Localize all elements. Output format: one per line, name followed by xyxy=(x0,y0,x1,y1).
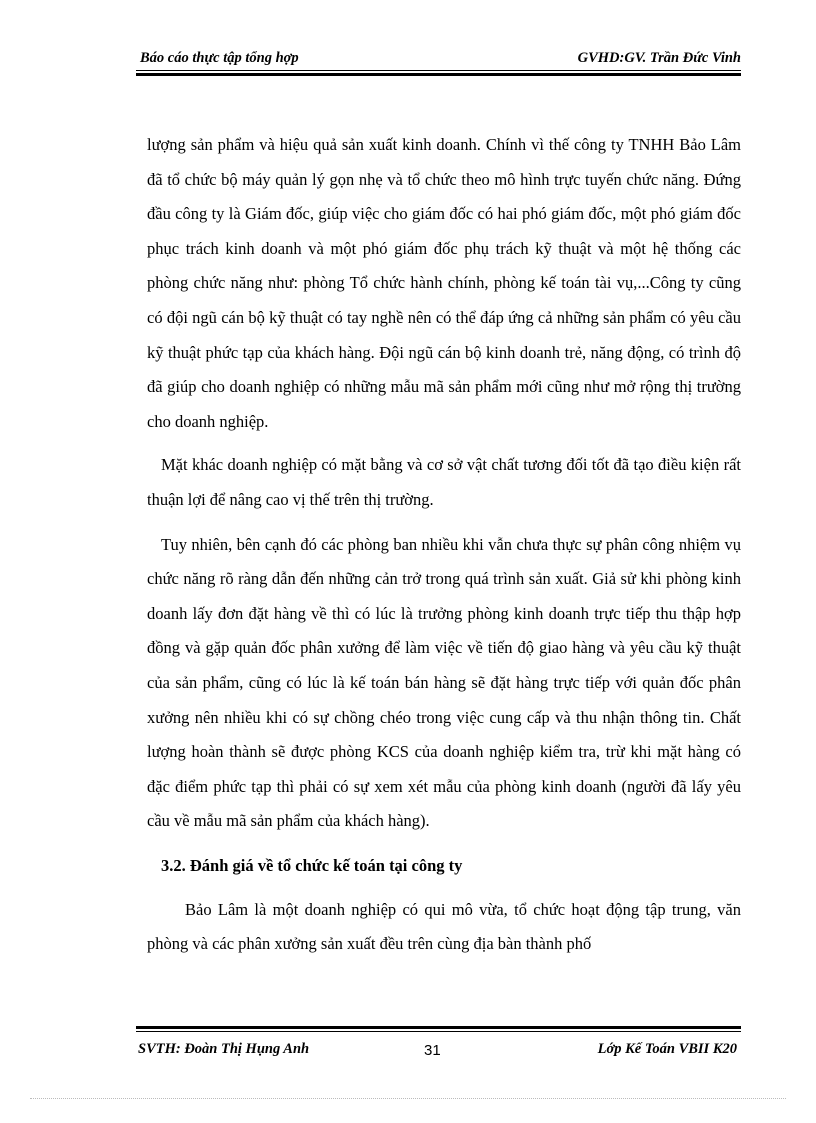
body-paragraph-2: Mặt khác doanh nghiệp có mặt bằng và cơ sở vật chất tương đối tốt đã tạo điều kiện rất thuận lợi để nâng cao vị thế trên thị trường. xyxy=(147,455,741,509)
page-bottom-border xyxy=(30,1098,786,1099)
page-header xyxy=(136,46,741,72)
header-supervisor: GVHD:GV. Trần Đức Vinh xyxy=(577,50,741,66)
footer-class-name: Lớp Kế Toán VBII K20 xyxy=(597,1041,737,1057)
section-heading: 3.2. Đánh giá về tổ chức kế toán tại công ty xyxy=(161,855,463,875)
body-paragraph-1: lượng sản phẩm và hiệu quả sản xuất kinh doanh. Chính vì thế công ty TNHH Bảo Lâm đã tổ chức bộ máy quản lý gọn nhẹ và tổ chức theo mô hình trực tuyến chức năng. Đứng đầu công ty là Giám đốc, giúp việc cho giám đốc có hai phó giám đốc, một phó giám đốc phục trách kinh doanh và một phó giám đốc phụ trách kỹ thuật và một hệ thống các phòng chức năng như: phòng Tổ chức hành chính, phòng kế toán tài vụ,...Công ty cũng có đội ngũ cán bộ kỹ thuật có tay nghề nên có thể đáp ứng cả những sản phẩm có yêu cầu kỹ thuật phức tạp của khách hàng. Đội ngũ cán bộ kinh doanh trẻ, năng động, có trình độ đã giúp cho doanh nghiệp có những mẫu mã sản phẩm mới cũng như mở rộng thị trường cho doanh nghiệp. xyxy=(147,135,741,431)
document-body xyxy=(147,128,741,972)
footer-student-name: SVTH: Đoàn Thị Hụng Anh xyxy=(138,1041,310,1057)
header-rule-thick xyxy=(136,73,741,76)
header-rule-thin xyxy=(136,70,741,71)
page-footer xyxy=(136,1026,741,1066)
header-report-title: Báo cáo thực tập tổng hợp xyxy=(140,50,299,66)
section-paragraph: Bảo Lâm là một doanh nghiệp có qui mô vừa, tổ chức hoạt động tập trung, văn phòng và các phân xưởng sản xuất đều trên cùng địa bàn thành phố xyxy=(147,899,741,954)
footer-rule-thick xyxy=(136,1026,741,1029)
body-paragraph-3: Tuy nhiên, bên cạnh đó các phòng ban nhiều khi vẫn chưa thực sự phân công nhiệm vụ chức năng rõ ràng dẫn đến những cản trở trong quá trình sản xuất. Giả sử khi phòng kinh doanh lấy đơn đặt hàng về thì có lúc là trưởng phòng kinh doanh trực tiếp thu thập hợp đồng và gặp quản đốc phân xưởng để làm việc về tiến độ giao hàng và yêu cầu kỹ thuật của sản phẩm, cũng có lúc là kế toán bán hàng sẽ đặt hàng trực tiếp với quản đốc phân xưởng nên nhiều khi có sự chồng chéo trong việc cung cấp và thu nhận thông tin. Chất lượng hoàn thành sẽ được phòng KCS của doanh nghiệp kiểm tra, trừ khi mặt hàng có đặc điểm phức tạp thì phải có sự xem xét mẫu của phòng kinh doanh (người đã lấy yêu cầu về mẫu mã sản phẩm của khách hàng). xyxy=(147,534,741,831)
page-number: 31 xyxy=(424,1042,441,1059)
footer-rule-thin xyxy=(136,1031,741,1032)
